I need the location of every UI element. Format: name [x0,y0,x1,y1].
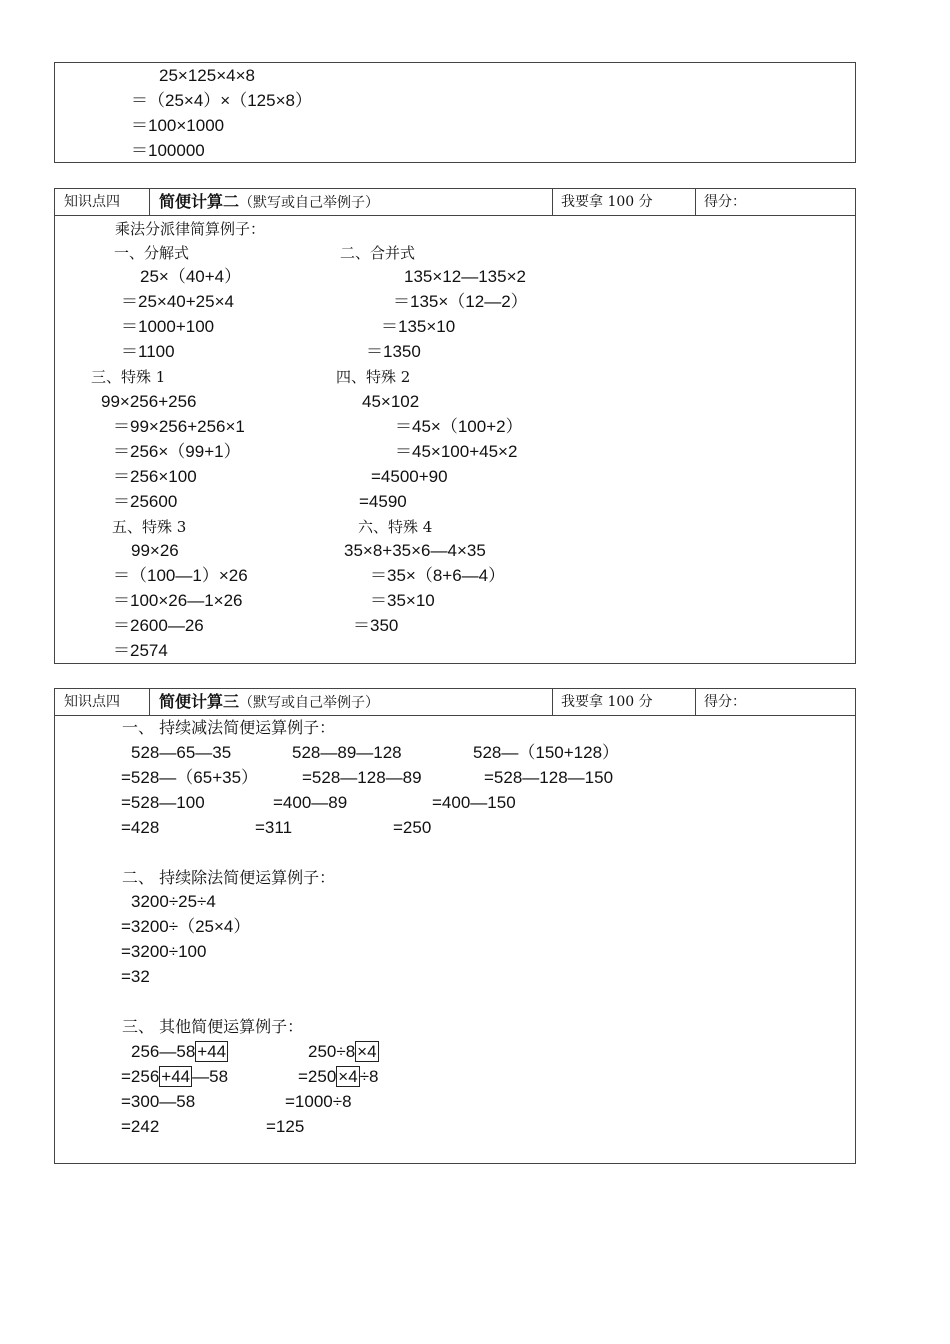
table-header [55,689,855,716]
expression-line: ＝45×100+45×2 [395,442,518,461]
expression-line: ＝25600 [113,492,178,511]
knowledge-point-label: 知识点四 [64,194,120,210]
expression-line: 25×125×4×8 [159,66,255,85]
expression-line: ＝2574 [113,641,168,660]
subtitle-text: （默写或自己举例子） [239,695,380,711]
expression-line: =528—128—150 [484,768,614,787]
section-heading: 五、特殊 3 [112,518,187,536]
expression-line: 250÷8 ×4 [308,1042,377,1061]
expression-line: =256 +44 —58 [121,1067,229,1086]
expression-line: 25×（40+4） [140,267,242,286]
expression-line: =400—89 [273,793,348,812]
expression-line: =3200÷100 [121,942,207,961]
expression-line: =528—128—89 [302,768,422,787]
section-heading: 四、特殊 2 [336,368,411,386]
section-heading: 二、合并式 [340,244,416,262]
expression-line: ＝100000 [131,141,205,160]
expression-line: =4590 [359,492,407,511]
goal-label: 我要拿 100 分 [561,694,653,710]
expression-line: 256—58 +44 [131,1042,227,1061]
knowledge-box-two [54,188,856,664]
expression-line: 528—（150+128） [473,743,620,762]
subtitle-text: （默写或自己举例子） [239,195,380,211]
expression-line: 35×8+35×6—4×35 [344,541,486,560]
expression-line: ＝256×（99+1） [113,442,241,461]
expression-line: ＝100×1000 [131,116,225,135]
expression-line: =242 [121,1117,160,1136]
expression-line: =400—150 [432,793,516,812]
expression-line: 528—65—35 [131,743,232,762]
expression-line: 99×26 [131,541,179,560]
expression-line: ＝350 [353,616,399,635]
section-heading: 一、分解式 [114,244,190,262]
intro-text: 乘法分派律简算例子： [115,220,266,238]
expression-line: =3200÷（25×4） [121,917,251,936]
table-header [55,189,855,216]
expression-line: =428 [121,818,160,837]
section-heading: 六、特殊 4 [358,518,433,536]
expression-line: 45×102 [362,392,420,411]
section-title [149,689,552,715]
expression-line: ＝（100—1）×26 [113,566,248,585]
expression-line: ＝25×40+25×4 [121,292,234,311]
expression-line: =250 [393,818,432,837]
goal-label: 我要拿 100 分 [561,194,653,210]
expression-line: =311 [255,818,293,837]
expression-line: =528—（65+35） [121,768,259,787]
expression-line: =4500+90 [371,467,448,486]
expression-line: ＝1000+100 [121,317,215,336]
expression-line: =300—58 [121,1092,196,1111]
expression-line: ＝2600—26 [113,616,204,635]
expression-line: ＝45×（100+2） [395,417,523,436]
section-heading: 一、 持续减法简便运算例子： [122,718,336,737]
expression-line: ＝35×（8+6—4） [370,566,506,585]
highlight-box: ×4 [357,1042,377,1061]
knowledge-point-label: 知识点四 [64,694,120,710]
expression-line: 99×256+256 [101,392,197,411]
expression-line: =250 ×4 ÷8 [298,1067,379,1086]
expression-line: 528—89—128 [292,743,402,762]
highlight-box: +44 [197,1042,227,1061]
highlight-box: ×4 [338,1067,358,1086]
score-field[interactable]: 得分： [704,194,746,210]
section-heading: 三、 其他简便运算例子： [122,1017,304,1036]
expression-line: 3200÷25÷4 [131,892,216,911]
expression-line: =32 [121,967,150,986]
score-field[interactable]: 得分： [704,694,746,710]
section-heading: 二、 持续除法简便运算例子： [122,868,336,887]
title-text: 简便计算二 [159,192,240,211]
expression-line: ＝135×（12—2） [393,292,528,311]
section-heading: 三、特殊 1 [91,368,166,386]
section-title [149,189,552,215]
expression-line: =528—100 [121,793,205,812]
expression-line: ＝1350 [366,342,421,361]
expression-line: ＝100×26—1×26 [113,591,243,610]
expression-line: =1000÷8 [285,1092,352,1111]
expression-line: ＝99×256+256×1 [113,417,245,436]
expression-line: ＝135×10 [381,317,456,336]
highlight-box: +44 [161,1067,191,1086]
worked-example-box [54,62,856,163]
title-text: 简便计算三 [159,692,240,711]
knowledge-box-three [54,688,856,1164]
expression-line: ＝（25×4）×（125×8） [131,91,312,110]
expression-line: ＝35×10 [370,591,435,610]
expression-line: ＝1100 [121,342,175,361]
expression-line: 135×12—135×2 [404,267,526,286]
expression-line: =125 [266,1117,305,1136]
expression-line: ＝256×100 [113,467,197,486]
